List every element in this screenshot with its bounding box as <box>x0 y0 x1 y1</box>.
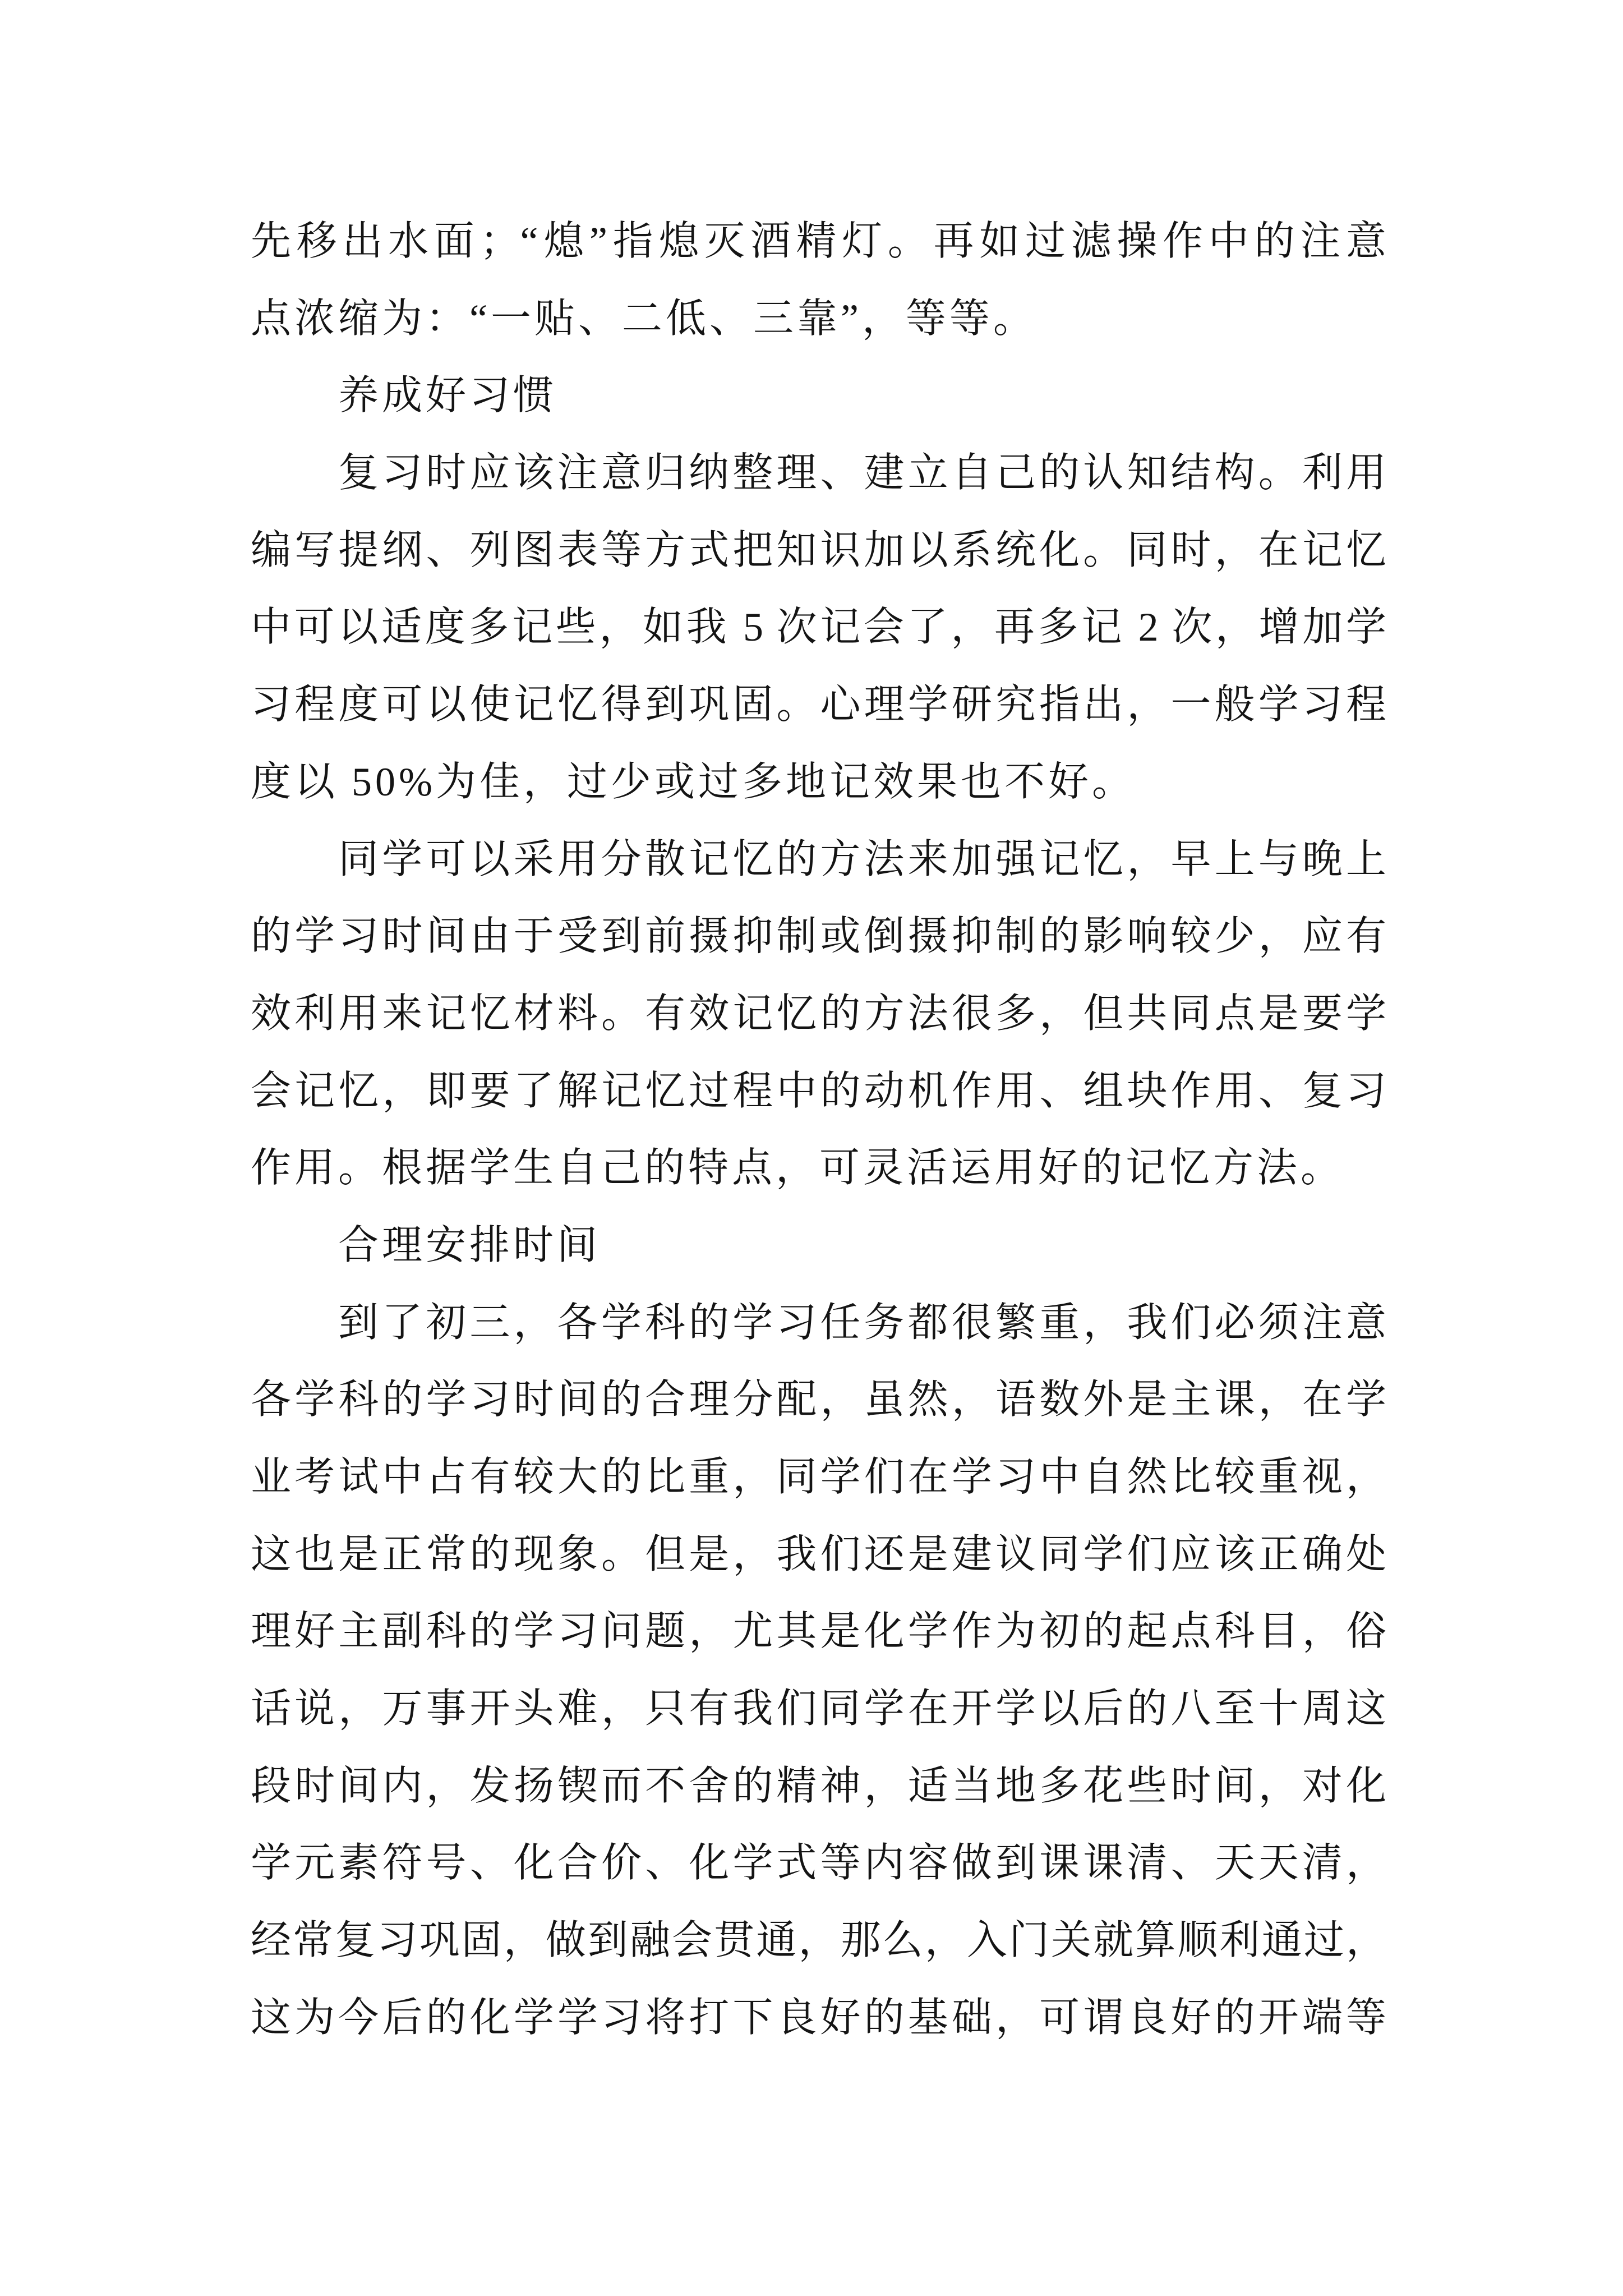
text-line: 这为今后的化学学习将打下良好的基础，可谓良好的开端等 <box>251 1995 1386 2040</box>
paragraph <box>251 203 1386 357</box>
text-line: 这也是正常的现象。但是，我们还是建议同学们应该正确处 <box>251 1531 1386 1577</box>
paragraph <box>251 435 1386 821</box>
paragraph <box>251 821 1386 1207</box>
text-line: 各学科的学习时间的合理分配，虽然，语数外是主课，在学 <box>251 1377 1386 1423</box>
text-line: 学元素符号、化合价、化学式等内容做到课课清、天天清， <box>251 1841 1386 1886</box>
section-heading <box>251 1207 1386 1285</box>
text-line: 度以 50%为佳，过少或过多地记效果也不好。 <box>251 759 1136 804</box>
heading-text: 养成好习惯 <box>338 373 557 418</box>
text-line: 先移出水面；“熄”指熄灭酒精灯。再如过滤操作中的注意 <box>251 219 1386 264</box>
text-line: 复习时应该注意归纳整理、建立自己的认知结构。利用 <box>338 450 1386 496</box>
text-line: 同学可以采用分散记忆的方法来加强记忆，早上与晚上 <box>338 836 1386 882</box>
text-line: 业考试中占有较大的比重，同学们在学习中自然比较重视， <box>251 1455 1386 1499</box>
text-line: 经常复习巩固，做到融会贯通，那么，入门关就算顺利通过， <box>251 1918 1386 1963</box>
text-line: 中可以适度多记些，如我 5 次记会了，再多记 2 次，增加学 <box>251 605 1386 650</box>
text-line: 到了初三，各学科的学习任务都很繁重，我们必须注意 <box>338 1300 1386 1345</box>
text-line: 的学习时间由于受到前摄抑制或倒摄抑制的影响较少，应有 <box>251 914 1386 959</box>
text-line: 作用。根据学生自己的特点，可灵活运用好的记忆方法。 <box>251 1145 1345 1191</box>
text-line: 效利用来记忆材料。有效记忆的方法很多，但共同点是要学 <box>251 991 1386 1036</box>
text-line: 习程度可以使记忆得到巩固。心理学研究指出，一般学习程 <box>251 682 1386 728</box>
section-heading <box>251 357 1386 435</box>
text-line: 点浓缩为：“一贴、二低、三靠”，等等。 <box>251 296 1037 341</box>
text-line: 会记忆，即要了解记忆过程中的动机作用、组块作用、复习 <box>251 1068 1386 1114</box>
paragraph <box>251 1285 1386 2057</box>
text-line: 话说，万事开头难，只有我们同学在开学以后的八至十周这 <box>251 1686 1386 1732</box>
text-line: 理好主副科的学习问题，尤其是化学作为初的起点科目，俗 <box>251 1609 1386 1654</box>
document-body <box>251 203 1386 2057</box>
text-line: 段时间内，发扬锲而不舍的精神，适当地多花些时间，对化 <box>251 1763 1386 1809</box>
text-line: 编写提纲、列图表等方式把知识加以系统化。同时，在记忆 <box>251 527 1386 573</box>
heading-text: 合理安排时间 <box>338 1222 601 1268</box>
